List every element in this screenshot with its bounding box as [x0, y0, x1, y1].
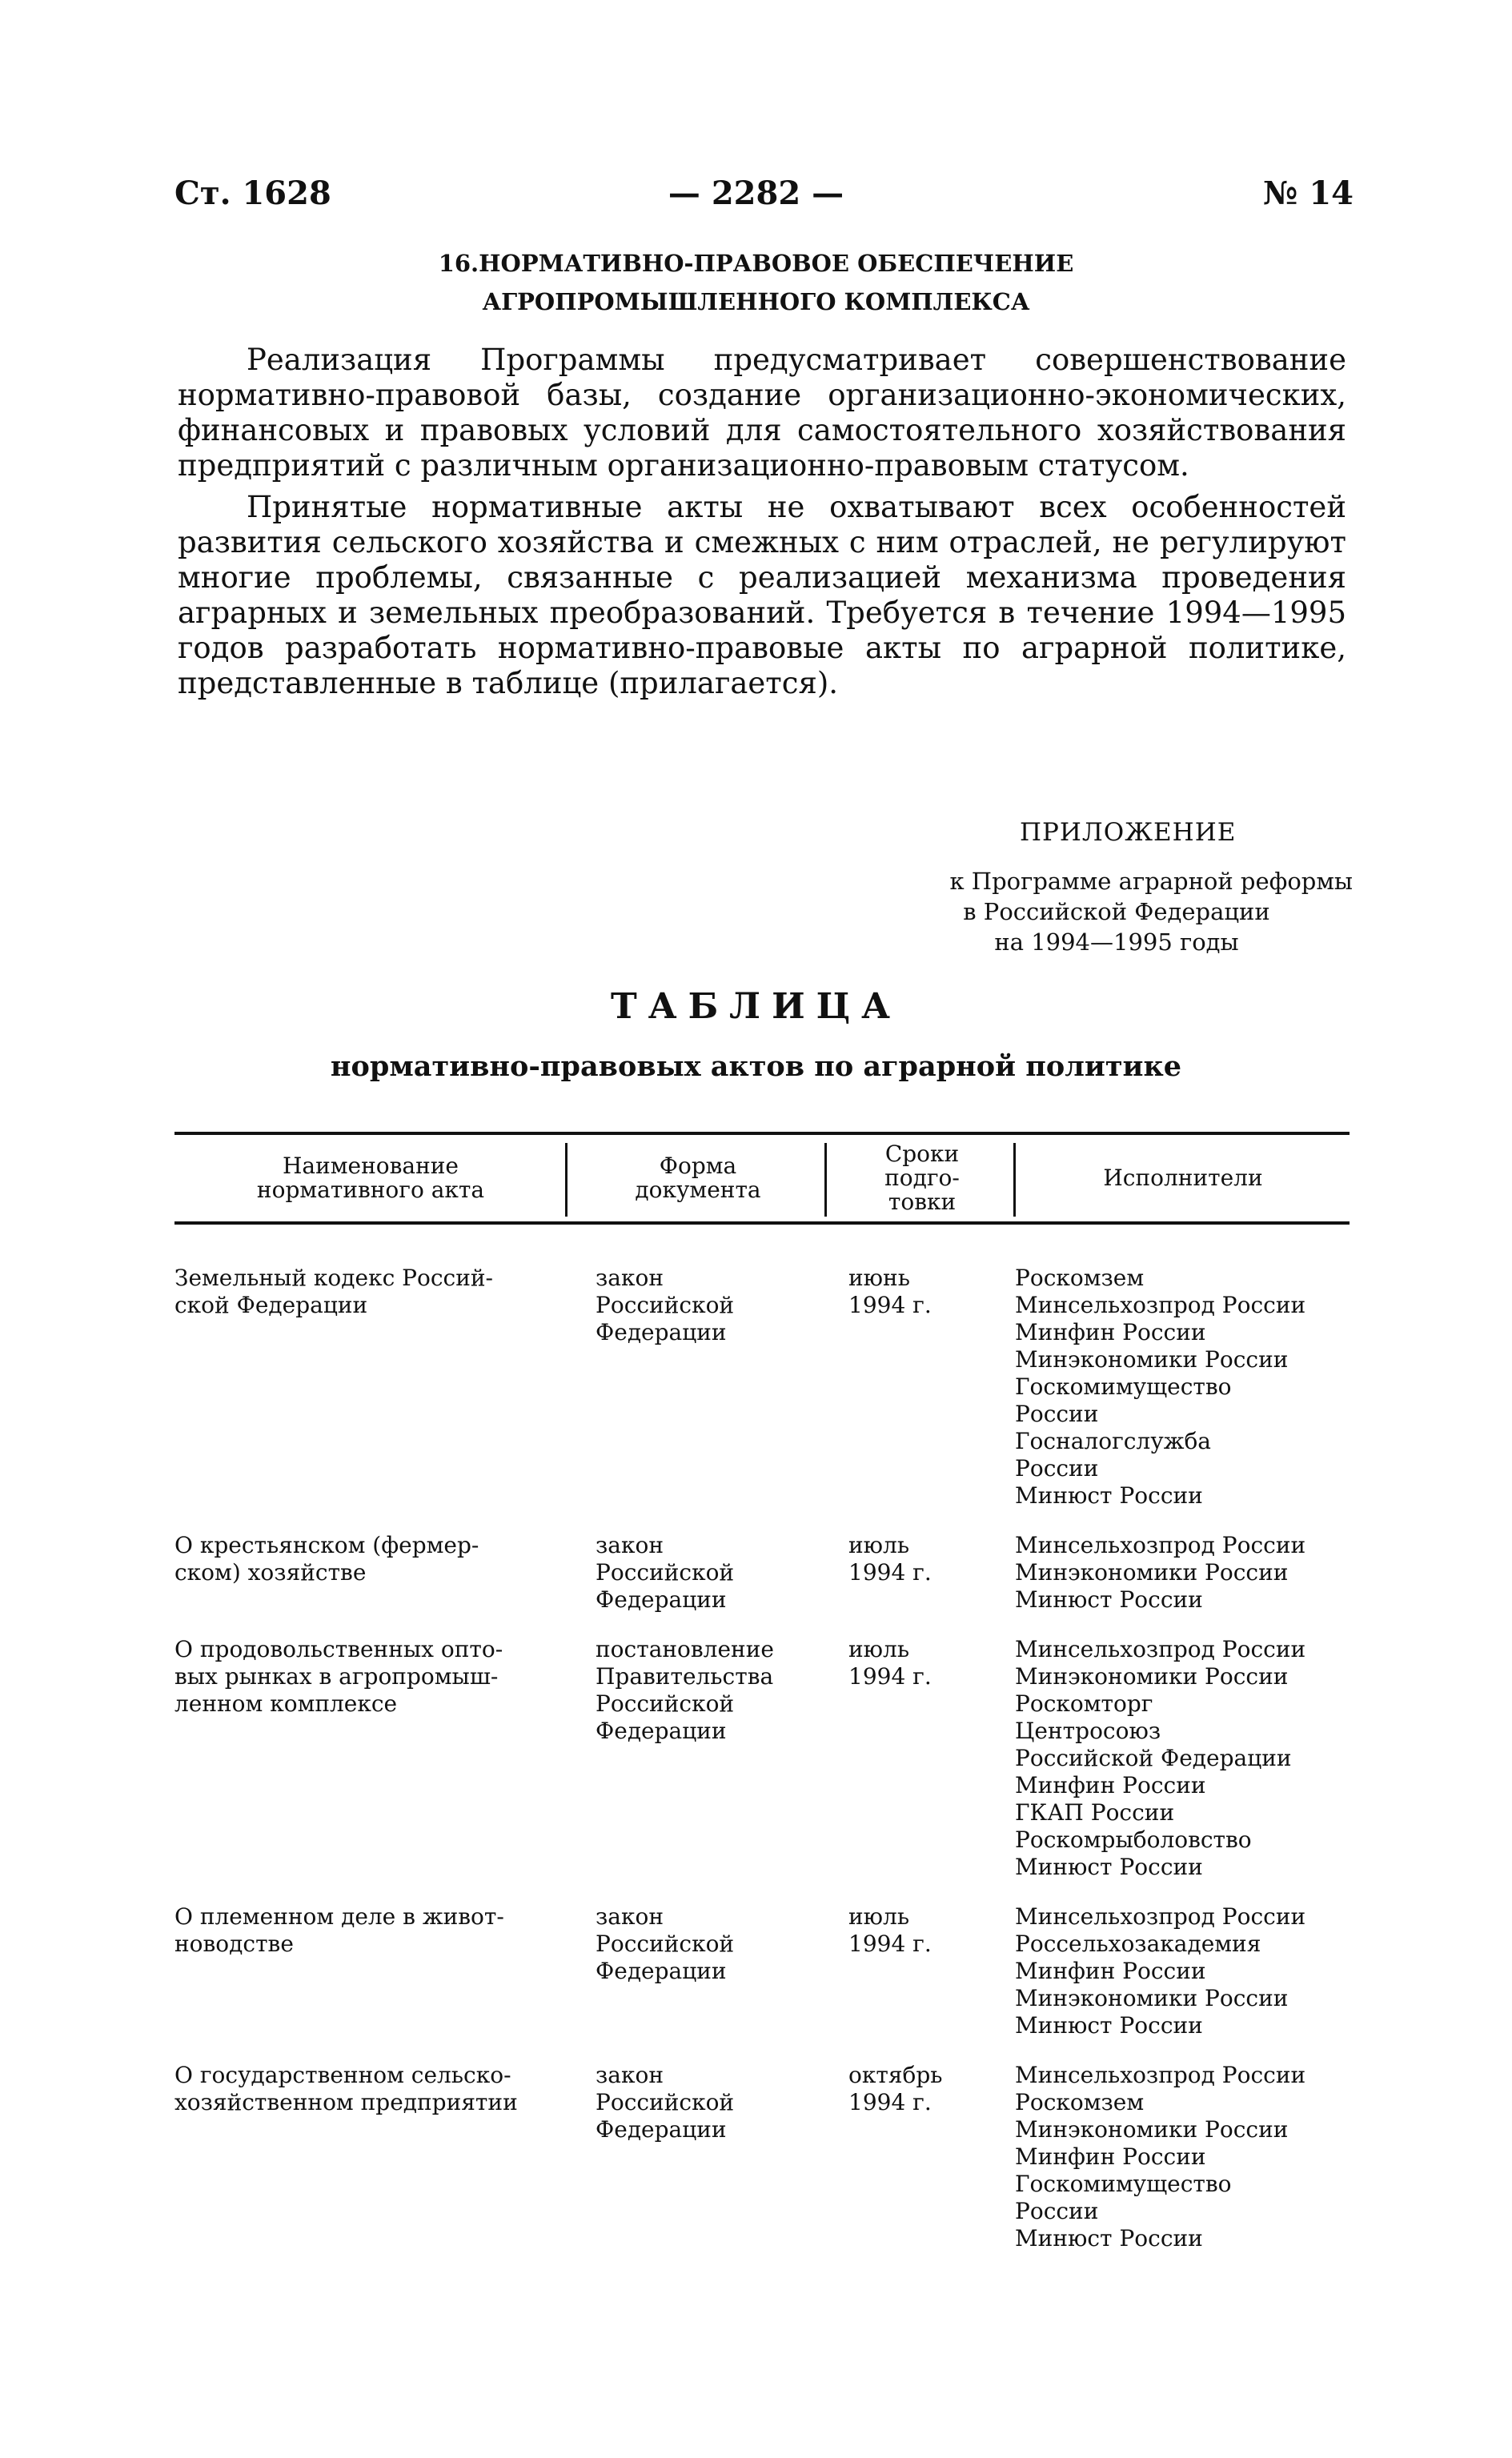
section-title-line: АГРОПРОМЫШЛЕННОГО КОМПЛЕКСА [482, 288, 1030, 315]
cell-line: Российской [596, 1559, 735, 1586]
cell-line: 1994 г. [848, 1559, 932, 1586]
table-row [174, 1903, 1350, 2062]
cell-term [848, 1532, 1009, 1586]
column-divider [565, 1143, 568, 1217]
header-text: Наименование [283, 1153, 459, 1179]
cell-line: Минсельхозпрод России [1015, 1903, 1306, 1930]
cell-name [174, 2062, 551, 2116]
article-number: Ст. 1628 [174, 174, 331, 212]
cell-line: Федерации [596, 1319, 727, 1345]
cell-line: Минсельхозпрод России [1015, 1292, 1306, 1318]
cell-line: июль [848, 1532, 910, 1558]
column-header-name [174, 1137, 567, 1220]
cell-line: России [1015, 1401, 1099, 1427]
cell-line: июнь [848, 1265, 910, 1291]
header-text: Исполнители [1103, 1165, 1263, 1191]
cell-line: июль [848, 1903, 910, 1930]
cell-line: Минэкономики России [1015, 1985, 1289, 2011]
cell-name [174, 1903, 551, 1958]
header-text: нормативного акта [256, 1177, 485, 1203]
cell-name [174, 1265, 551, 1319]
cell-line: О государственном сельско- [174, 2062, 511, 2088]
cell-term [848, 1265, 1009, 1319]
cell-line: Центросоюз [1015, 1718, 1161, 1744]
issue-number: № 14 [1262, 174, 1354, 212]
cell-line: 1994 г. [848, 1292, 932, 1318]
header-text: документа [635, 1177, 761, 1203]
cell-line: ГКАП России [1015, 1799, 1175, 1826]
table-header-rule [174, 1221, 1350, 1225]
page-number: — 2282 — [668, 174, 844, 212]
table-title: ТАБЛИЦА [610, 986, 901, 1027]
column-divider [1013, 1143, 1016, 1217]
cell-line: Российской [596, 1292, 735, 1318]
paragraph: Реализация Программы предусматривает совершенствование нормативно-правовой базы, создание организационно-экономических, финансовых и правовых условий для самостоятельного хозяйствования предприятий с различным организационно-правовым статусом. [178, 343, 1346, 483]
cell-term [848, 1636, 1009, 1690]
cell-form [596, 1903, 812, 1985]
cell-line: Россельхозакадемия [1015, 1931, 1261, 1957]
section-title-line: 16.НОРМАТИВНО-ПРАВОВОЕ ОБЕСПЕЧЕНИЕ [438, 250, 1074, 277]
cell-line: октябрь [848, 2062, 943, 2088]
cell-form [596, 2062, 812, 2143]
cell-name [174, 1636, 551, 1718]
header-text: Форма [659, 1153, 737, 1179]
cell-line: Роскомзем [1015, 1265, 1145, 1291]
appendix-ref-line: к Программе аграрной реформы [949, 868, 1353, 895]
cell-line: Правительства [596, 1663, 774, 1690]
cell-executors [1015, 2062, 1351, 2252]
cell-line: закон [596, 1265, 664, 1291]
cell-line: закон [596, 2062, 664, 2088]
cell-line: постановление [596, 1636, 774, 1662]
cell-line: Российской [596, 1931, 735, 1957]
cell-line: хозяйственном предприятии [174, 2089, 518, 2115]
cell-line: ленном комплексе [174, 1690, 398, 1717]
column-divider [824, 1143, 827, 1217]
cell-term [848, 1903, 1009, 1958]
table-top-rule [174, 1132, 1350, 1135]
cell-line: Минюст России [1015, 1482, 1203, 1509]
cell-line: закон [596, 1903, 664, 1930]
cell-line: июль [848, 1636, 910, 1662]
table-body [174, 1265, 1350, 2275]
cell-line: ской Федерации [174, 1292, 368, 1318]
cell-line: Минюст России [1015, 2012, 1203, 2039]
cell-line: Федерации [596, 1586, 727, 1613]
cell-term [848, 2062, 1009, 2116]
cell-line: Минюст России [1015, 2225, 1203, 2251]
body-text [178, 343, 1346, 701]
cell-line: Минфин России [1015, 2143, 1206, 2170]
cell-line: 1994 г. [848, 2089, 932, 2115]
cell-line: Федерации [596, 2116, 727, 2143]
cell-line: Минэкономики России [1015, 1346, 1289, 1373]
appendix-reference [824, 866, 1353, 957]
cell-executors [1015, 1636, 1351, 1881]
cell-line: Российской [596, 1690, 735, 1717]
cell-line: Российской [596, 2089, 735, 2115]
column-header-term [828, 1137, 1017, 1220]
cell-line: Минэкономики России [1015, 1663, 1289, 1690]
header-text: товки [888, 1189, 957, 1215]
cell-line: Минсельхозпрод России [1015, 1532, 1306, 1558]
cell-line: Роскомторг [1015, 1690, 1153, 1717]
cell-line: Роскомзем [1015, 2089, 1145, 2115]
header-text: Сроки [884, 1141, 960, 1167]
cell-line: Российской Федерации [1015, 1745, 1292, 1771]
cell-line: Федерации [596, 1958, 727, 1984]
cell-line: России [1015, 2198, 1099, 2224]
table-header [174, 1137, 1350, 1220]
cell-line: Минсельхозпрод России [1015, 1636, 1306, 1662]
cell-line: Минфин России [1015, 1958, 1206, 1984]
cell-line: Роскомрыболовство [1015, 1826, 1252, 1853]
cell-line: России [1015, 1455, 1099, 1482]
cell-line: 1994 г. [848, 1663, 932, 1690]
cell-line: О продовольственных опто- [174, 1636, 503, 1662]
appendix-ref-line: на 1994—1995 годы [994, 928, 1239, 956]
section-title [0, 244, 1512, 321]
table-row [174, 2062, 1350, 2275]
cell-line: новодстве [174, 1931, 294, 1957]
cell-line: 1994 г. [848, 1931, 932, 1957]
cell-line: Минфин России [1015, 1772, 1206, 1798]
cell-line: О крестьянском (фермер- [174, 1532, 479, 1558]
cell-executors [1015, 1532, 1351, 1614]
cell-form [596, 1636, 812, 1745]
appendix-label: ПРИЛОЖЕНИЕ [1020, 818, 1237, 847]
cell-line: Земельный кодекс Россий- [174, 1265, 494, 1291]
cell-executors [1015, 1903, 1351, 2039]
cell-line: закон [596, 1532, 664, 1558]
table-subtitle: нормативно-правовых актов по аграрной политике [330, 1050, 1182, 1083]
cell-form [596, 1265, 812, 1346]
cell-line: Госналогслужба [1015, 1428, 1211, 1454]
cell-line: Минэкономики России [1015, 1559, 1289, 1586]
cell-line: Минэкономики России [1015, 2116, 1289, 2143]
column-header-executors [1017, 1137, 1350, 1220]
cell-line: Госкомимущество [1015, 2171, 1232, 2197]
cell-line: Минфин России [1015, 1319, 1206, 1345]
cell-line: Федерации [596, 1718, 727, 1744]
table-row [174, 1636, 1350, 1903]
cell-line: вых рынках в агропромыш- [174, 1663, 499, 1690]
column-header-form [568, 1137, 828, 1220]
cell-executors [1015, 1265, 1351, 1510]
appendix-ref-line: в Российской Федерации [963, 898, 1270, 925]
header-text: подго- [884, 1165, 960, 1191]
table-row [174, 1265, 1350, 1532]
cell-form [596, 1532, 812, 1614]
cell-line: ском) хозяйстве [174, 1559, 367, 1586]
cell-line: О племенном деле в живот- [174, 1903, 504, 1930]
cell-line: Минюст России [1015, 1854, 1203, 1880]
cell-line: Минюст России [1015, 1586, 1203, 1613]
cell-line: Минсельхозпрод России [1015, 2062, 1306, 2088]
cell-name [174, 1532, 551, 1586]
cell-line: Госкомимущество [1015, 1373, 1232, 1400]
table-row [174, 1532, 1350, 1636]
paragraph: Принятые нормативные акты не охватывают всех особенностей развития сельского хозяйства и смежных с ним отраслей, не регулируют многие проблемы, связанные с реализацией механизма проведения аграрных и земельных преобразований. Требуется в течение 1994—1995 годов разработать нормативно-правовые акты по аграрной политике, представленные в таблице (прилагается). [178, 490, 1346, 700]
